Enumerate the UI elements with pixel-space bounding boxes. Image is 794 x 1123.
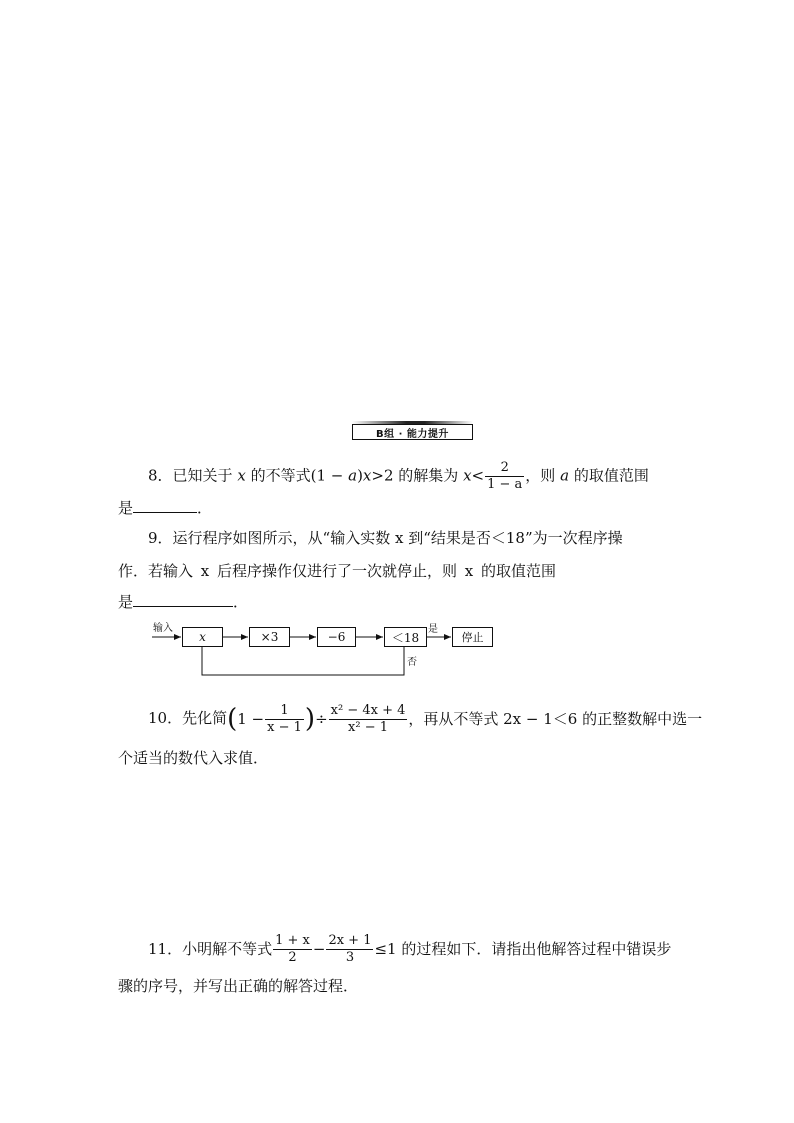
var-x: x xyxy=(362,466,372,485)
frac-denominator: 2 xyxy=(273,949,312,966)
var-x: x xyxy=(463,466,472,485)
q8-text: 的不等式(1 − xyxy=(250,466,349,485)
paren-close: ) xyxy=(304,704,316,734)
question-10-line-2: 个适当的数代入求值． xyxy=(118,749,269,767)
frac-numerator: 2 xyxy=(500,460,509,475)
q9-text: ． xyxy=(233,593,249,611)
division-sign: ÷ xyxy=(315,710,328,728)
q8-text: < xyxy=(471,466,485,485)
q8-text: ，则 xyxy=(525,466,556,485)
frac-denominator: x² − 1 xyxy=(329,719,408,736)
q10-fraction-1 xyxy=(265,703,304,736)
frac-denominator: 3 xyxy=(326,949,373,966)
box-stop: 停止 xyxy=(452,627,493,647)
box-input-x: x xyxy=(182,627,223,647)
q8-text: >2 的解集为 xyxy=(371,466,459,485)
q11-text: ≤1 的过程如下．请指出他解答过程中错误步 xyxy=(374,940,672,958)
var-a: a xyxy=(560,466,570,485)
box-compare-18: ＜18 xyxy=(384,627,427,647)
frac-denominator: 1 − a xyxy=(487,477,523,492)
q8-text: 的取值范围 xyxy=(573,466,649,485)
question-9-line-2: 作．若输入 x 后程序操作仅进行了一次就停止，则 x 的取值范围 xyxy=(118,562,556,580)
paren-open: ( xyxy=(227,704,238,734)
q11-fraction-2 xyxy=(326,933,373,966)
q8-text: 是 xyxy=(118,499,134,517)
frac-numerator: 1 xyxy=(280,702,289,718)
q11-number: 11．小明解不等式 xyxy=(148,940,273,958)
q9-text: 是 xyxy=(118,593,134,611)
no-label: 否 xyxy=(407,657,417,668)
frac-numerator: 2x + 1 xyxy=(328,932,372,948)
section-header-label: B组 · 能力提升 xyxy=(352,424,473,440)
q8-text: ) xyxy=(357,466,363,485)
yes-label: 是 xyxy=(428,624,438,635)
input-label: 输入 xyxy=(153,623,173,634)
frac-numerator: 1 + x xyxy=(275,932,310,948)
question-11-line-1 xyxy=(148,930,671,967)
q11-fraction-1 xyxy=(273,933,312,966)
q10-number: 10．先化简 xyxy=(148,709,228,727)
q10-text: ，再从不等式 2x − 1＜6 的正整数解中选一 xyxy=(408,710,703,728)
q10-one: 1 − xyxy=(237,710,265,728)
question-11-line-2: 骤的序号，并写出正确的解答过程． xyxy=(118,977,359,995)
q8-text: 已知关于 xyxy=(172,466,233,485)
minus-sign: − xyxy=(312,940,326,958)
q8-text: ． xyxy=(197,499,213,517)
var-x: x xyxy=(237,466,246,485)
var-a: a xyxy=(348,466,358,485)
question-9-line-1: 9．运行程序如图所示，从“输入实数 x 到“结果是否＜18”为一次程序操 xyxy=(148,529,623,547)
q10-fraction-2 xyxy=(329,703,408,736)
box-multiply-3: ×3 xyxy=(249,627,290,647)
frac-numerator: x² − 4x + 4 xyxy=(330,702,406,718)
question-10-line-1 xyxy=(148,700,702,737)
q8-number: 8． xyxy=(148,466,173,485)
box-subtract-6: −6 xyxy=(317,627,356,647)
frac-denominator: x − 1 xyxy=(267,719,302,735)
